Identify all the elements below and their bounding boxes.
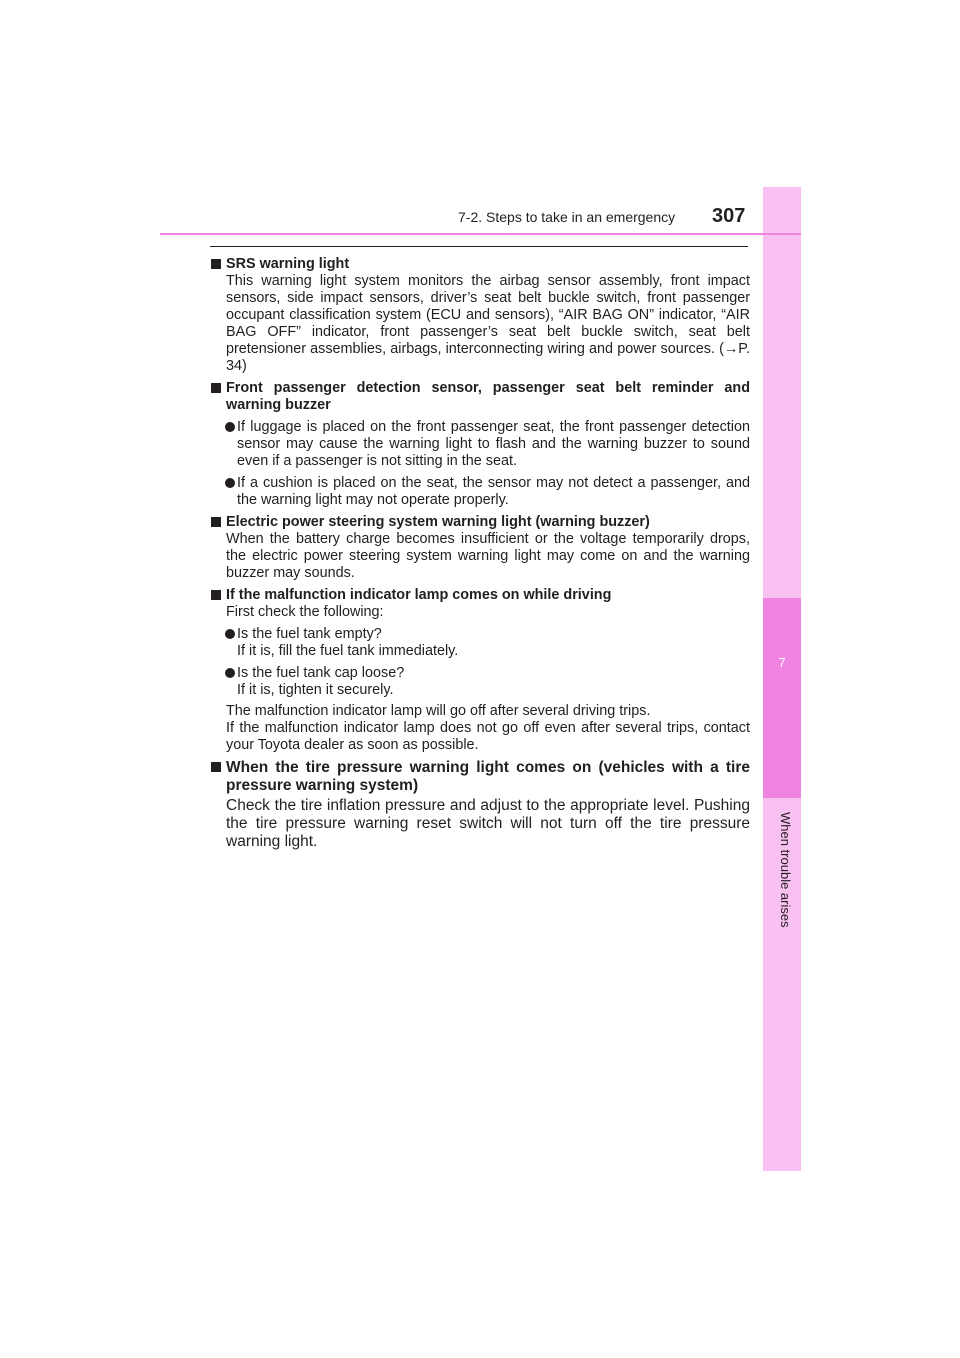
section-front-passenger — [211, 380, 750, 509]
section-heading — [211, 256, 750, 273]
square-bullet-icon — [211, 590, 221, 600]
section-tpws — [211, 759, 750, 851]
chapter-tab[interactable] — [763, 598, 801, 798]
section-body: This warning light system monitors the airbag sensor assembly, front impact sensors, side impact sensors, driver’s seat belt buckle switch, front passenger occupant classification system (ECU and sensors), “AIR BAG ON” indicator, “AIR BAG OFF” indicator, front passenger’s seat belt buckle switch, seat belt pretensioner assemblies, airbags, interconnecting wiring and power sources. (→P. 34) — [226, 273, 750, 374]
heading-text: SRS warning light — [226, 256, 350, 272]
section-heading — [211, 587, 750, 604]
section-outro: If the malfunction indicator lamp does not go off even after several trips, contact your Toyota dealer as soon as possible. — [226, 720, 750, 753]
section-heading — [211, 514, 750, 531]
bullet-answer: If it is, fill the fuel tank immediately. — [237, 643, 459, 659]
circle-bullet-icon — [225, 668, 235, 678]
square-bullet-icon — [211, 259, 221, 269]
heading-text: Front passenger detection sensor, passenger seat belt reminder and warning buzzer — [226, 380, 750, 413]
circle-bullet-icon — [225, 478, 235, 488]
section-eps — [211, 514, 750, 582]
header-rule — [160, 233, 801, 235]
square-bullet-icon — [211, 517, 221, 527]
bullet-answer: If it is, tighten it securely. — [237, 682, 394, 698]
chapter-title: When trouble arises — [778, 812, 793, 928]
section-body: When the battery charge becomes insufficient or the voltage temporarily drops, the electric power steering system warning light may come on and the warning buzzer may sounds. — [226, 531, 750, 581]
list-item — [211, 665, 750, 699]
chapter-number: 7 — [778, 655, 786, 670]
list-item — [211, 419, 750, 470]
list-item — [211, 475, 750, 509]
section-heading — [211, 380, 750, 414]
heading-text: Electric power steering system warning light (warning buzzer) — [226, 514, 650, 530]
section-heading — [211, 759, 750, 795]
bullet-question: Is the fuel tank empty? — [237, 626, 382, 642]
circle-bullet-icon — [225, 629, 235, 639]
square-bullet-icon — [211, 762, 221, 772]
section-header: 7-2. Steps to take in an emergency — [458, 209, 676, 225]
content-rule — [210, 246, 748, 247]
page-number: 307 — [712, 205, 746, 227]
section-srs — [211, 256, 750, 375]
bullet-question: Is the fuel tank cap loose? — [237, 665, 405, 681]
section-intro: First check the following: — [226, 604, 384, 620]
heading-text: If the malfunction indicator lamp comes on while driving — [226, 587, 612, 603]
bullet-text: If a cushion is placed on the seat, the sensor may not detect a passenger, and the warning light may not operate properly. — [237, 475, 750, 508]
list-item — [211, 626, 750, 660]
heading-text: When the tire pressure warning light comes on (vehicles with a tire pressure warning system) — [226, 759, 750, 794]
square-bullet-icon — [211, 383, 221, 393]
section-body: Check the tire inflation pressure and adjust to the appropriate level. Pushing the tire pressure warning reset switch will not turn off the tire pressure warning light. — [226, 797, 750, 850]
section-outro: The malfunction indicator lamp will go off after several driving trips. — [226, 703, 651, 719]
circle-bullet-icon — [225, 422, 235, 432]
page-content — [211, 256, 750, 856]
bullet-text: If luggage is placed on the front passenger seat, the front passenger detection sensor may cause the warning light to flash and the warning buzzer to sound even if a passenger is not sitting in the seat. — [237, 419, 750, 469]
section-mil — [211, 587, 750, 754]
